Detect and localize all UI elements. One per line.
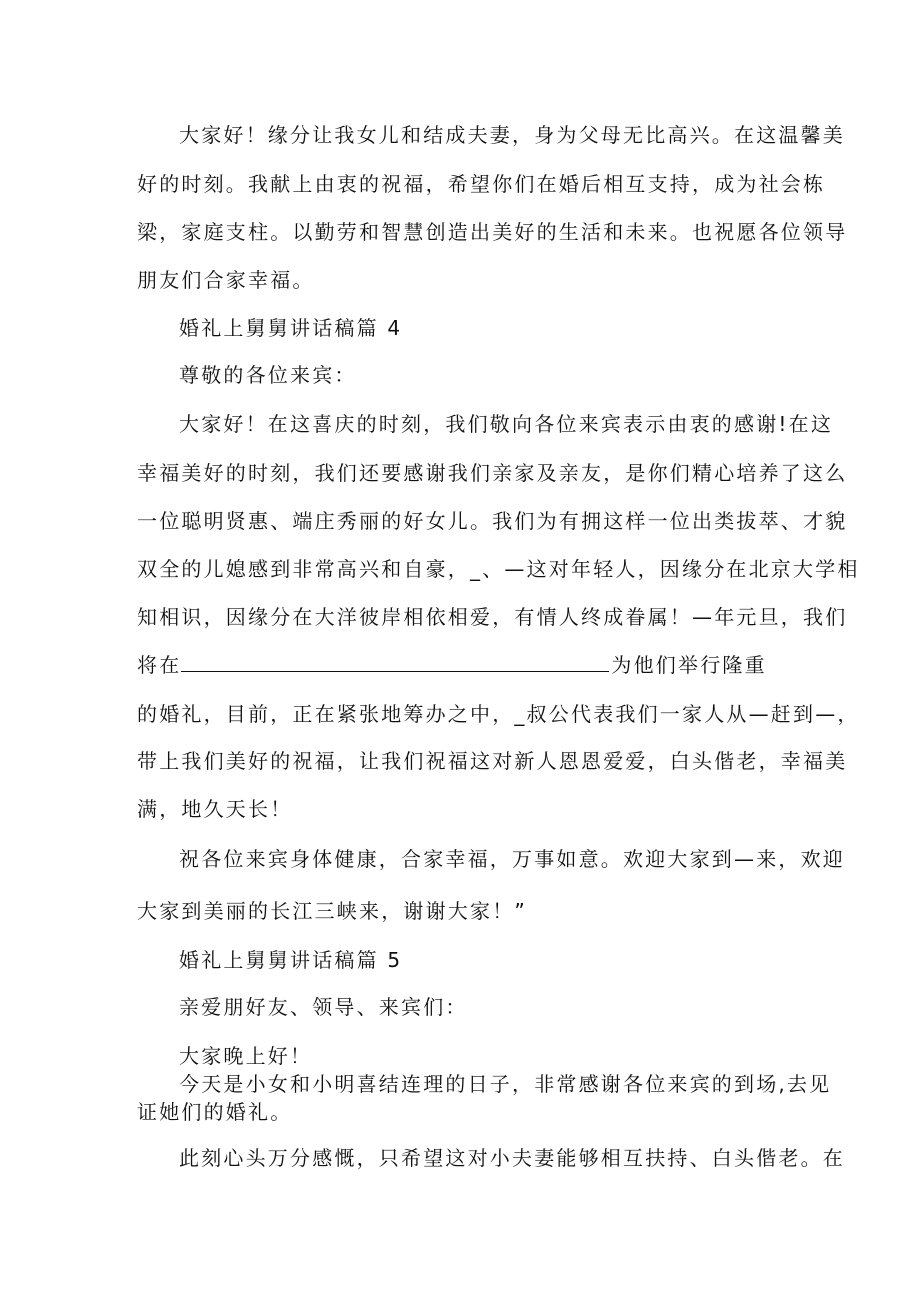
greeting: 大家晚上好！: [179, 1044, 313, 1068]
text-line: 今天是小女和小明喜结连理的日子，非常感谢各位来宾的到场,去见: [179, 1072, 832, 1096]
text-line: 一位聪明贤惠、端庄秀丽的好女儿。我们为有拥这样一位出类拔萃、才貌: [137, 509, 848, 533]
text-line: 梁，家庭支柱。以勤劳和智慧创造出美好的生活和未来。也祝愿各位领导: [137, 220, 848, 244]
text-line: 幸福美好的时刻，我们还要感谢我们亲家及亲友，是你们精心培养了这么: [137, 461, 848, 485]
fill-in-blank: [181, 653, 609, 672]
text-line: 大家好！在这喜庆的时刻，我们敬向各位来宾表示由衷的感谢!在这: [179, 412, 834, 436]
text-line: 大家到美丽的长江三峡来，谢谢大家！”: [137, 899, 527, 923]
text-line-with-blank: [137, 653, 767, 677]
salutation: 尊敬的各位来宾：: [179, 363, 357, 387]
line-suffix: 为他们举行隆重: [611, 653, 767, 677]
text-line: 证她们的婚礼。: [137, 1100, 293, 1124]
text-line: 双全的儿媳感到非常高兴和自豪，_、—这对年轻人，因缘分在北京大学相: [137, 557, 860, 581]
text-line: 好的时刻。我献上由衷的祝福，希望你们在婚后相互支持，成为社会栋: [137, 172, 826, 196]
text-line: 祝各位来宾身体健康，合家幸福，万事如意。欢迎大家到—来，欢迎: [179, 847, 845, 871]
text-line: 此刻心头万分感慨，只希望这对小夫妻能够相互扶持、白头偕老。在: [179, 1146, 845, 1170]
text-line: 的婚礼，目前，正在紧张地筹办之中，_叔公代表我们一家人从—赶到—，: [137, 702, 860, 726]
text-line: 大家好！缘分让我女儿和结成夫妻，身为父母无比高兴。在这温馨美: [179, 123, 845, 147]
text-line: 满，地久天长！: [137, 797, 293, 821]
section-heading: 婚礼上舅舅讲话稿篇 4: [179, 316, 403, 340]
line-prefix: 将在: [137, 653, 182, 677]
text-line: 朋友们合家幸福。: [137, 268, 315, 292]
section-heading: 婚礼上舅舅讲话稿篇 5: [179, 948, 403, 972]
text-line: 知相识，因缘分在大洋彼岸相依相爱，有情人终成眷属！—年元旦，我们: [137, 605, 848, 629]
salutation: 亲爱朋好友、领导、来宾们：: [179, 995, 468, 1019]
text-line: 带上我们美好的祝福，让我们祝福这对新人恩恩爱爱，白头偕老，幸福美: [137, 749, 848, 773]
